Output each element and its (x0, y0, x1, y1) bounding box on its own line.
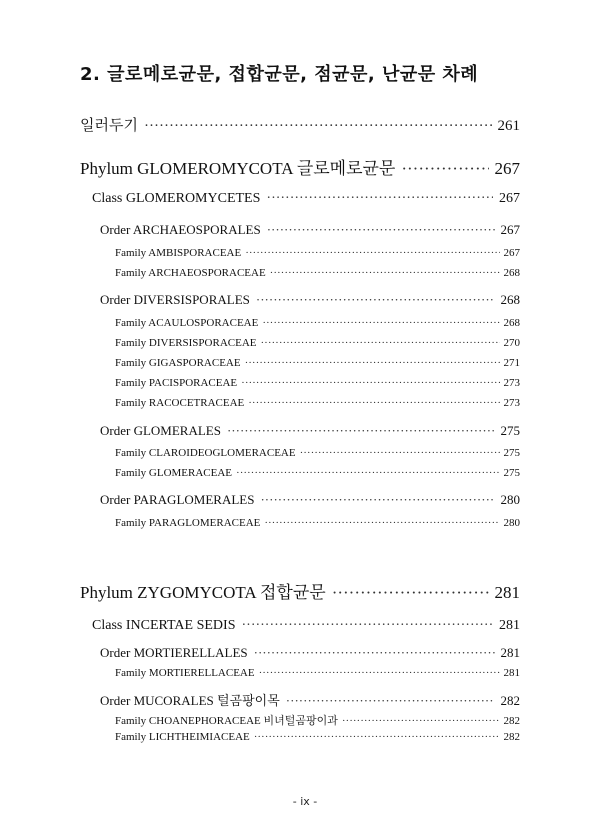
toc-entry-family[interactable] (115, 267, 520, 279)
toc-entry-family[interactable] (115, 667, 520, 679)
toc-entry-title: Order MORTIERELLALES (100, 645, 248, 660)
toc-entry-class[interactable] (92, 191, 520, 207)
toc-entry-page: 281 (494, 583, 520, 602)
dot-leader (248, 397, 499, 409)
toc-entry-order[interactable] (100, 492, 520, 508)
dot-leader (144, 118, 492, 135)
toc-entry-title: Order ARCHAEOSPORALES (100, 222, 261, 237)
toc-entry-page: 280 (503, 517, 520, 529)
toc-entry-title: Order MUCORALES 털곰팡이목 (100, 693, 280, 708)
toc-heading: 2. 글로메로균문, 접합균문, 점균문, 난균문 차례 (80, 64, 479, 85)
toc-entry-page: 267 (500, 222, 520, 237)
toc-entry-page: 273 (503, 377, 520, 389)
toc-entry-order[interactable] (100, 222, 520, 238)
toc-entry-title: Family MORTIERELLACEAE (115, 667, 255, 679)
dot-leader (264, 517, 499, 529)
toc-entry-page: 261 (497, 118, 520, 134)
toc-entry-page: 275 (503, 447, 520, 459)
toc-entry-title: Family PARAGLOMERACEAE (115, 517, 261, 529)
toc-entry-page: 275 (503, 467, 520, 479)
dot-leader (300, 447, 500, 459)
dot-leader (270, 267, 500, 279)
dot-leader (286, 693, 495, 709)
toc-entry-page: 282 (503, 731, 520, 743)
dot-leader (262, 317, 499, 329)
toc-entry-title: Phylum GLOMEROMYCOTA 글로메로균문 (80, 159, 396, 178)
toc-entry-title: Class GLOMEROMYCETES (92, 191, 261, 206)
toc-entry-intro[interactable] (80, 114, 520, 135)
toc-entry-page: 281 (499, 618, 520, 633)
dot-leader (266, 191, 493, 207)
toc-entry-title: Class INCERTAE SEDIS (92, 618, 236, 633)
dot-leader (241, 377, 499, 389)
page-number: - ix - (292, 795, 318, 808)
toc-entry-title: Family GLOMERACEAE (115, 467, 233, 479)
toc-entry-family[interactable] (115, 467, 520, 479)
toc-entry-family[interactable] (115, 317, 520, 329)
dot-leader (236, 467, 499, 479)
toc-entry-page: 267 (503, 247, 520, 259)
toc-entry-title: Order PARAGLOMERALES (100, 492, 255, 507)
toc-entry-family[interactable] (115, 377, 520, 389)
dot-leader (245, 357, 500, 369)
dot-leader (259, 667, 500, 679)
dot-leader (401, 159, 488, 179)
dot-leader (332, 583, 489, 603)
dot-leader (267, 222, 495, 238)
toc-entry-page: 273 (503, 397, 520, 409)
toc-entry-family[interactable] (115, 731, 520, 743)
dot-leader (254, 731, 500, 743)
toc-entry-family[interactable] (115, 357, 520, 369)
toc-entry-title: Family CHOANEPHORACEAE 비녀털곰팡이과 (115, 715, 338, 727)
toc-entry-phylum[interactable] (80, 578, 520, 603)
toc-entry-title: Order DIVERSISPORALES (100, 292, 250, 307)
toc-entry-family[interactable] (115, 247, 520, 259)
toc-entry-family[interactable] (115, 397, 520, 409)
dot-leader (260, 492, 494, 508)
toc-entry-family[interactable] (115, 712, 520, 728)
toc-entry-title: Family CLAROIDEOGLOMERACEAE (115, 447, 296, 459)
toc-entry-class[interactable] (92, 618, 520, 634)
toc-entry-page: 267 (499, 191, 520, 206)
toc-entry-family[interactable] (115, 447, 520, 459)
toc-entry-family[interactable] (115, 337, 520, 349)
toc-entry-title: Family DIVERSISPORACEAE (115, 337, 257, 349)
toc-entry-page: 282 (500, 693, 520, 708)
toc-entry-page: 282 (503, 715, 520, 727)
dot-leader (245, 247, 499, 259)
toc-entry-family[interactable] (115, 517, 520, 529)
toc-entry-order[interactable] (100, 292, 520, 308)
toc-entry-page: 268 (500, 292, 520, 307)
toc-entry-page: 280 (500, 492, 520, 507)
dot-leader (256, 292, 495, 308)
toc-entry-title: 일러두기 (80, 118, 138, 134)
toc-entry-title: Family PACISPORACEAE (115, 377, 238, 389)
dot-leader (254, 645, 495, 661)
toc-entry-title: Phylum ZYGOMYCOTA 접합균문 (80, 583, 326, 602)
dot-leader (242, 618, 494, 634)
toc-entry-page: 281 (500, 645, 520, 660)
toc-entry-title: Family AMBISPORACEAE (115, 247, 242, 259)
toc-entry-order[interactable] (100, 423, 520, 439)
toc-entry-phylum[interactable] (80, 154, 520, 179)
toc-entry-title: Family RACOCETRACEAE (115, 397, 245, 409)
toc-entry-order[interactable] (100, 645, 520, 661)
toc-entry-title: Order GLOMERALES (100, 423, 221, 438)
toc-entry-page: 281 (503, 667, 520, 679)
toc-entry-page: 267 (494, 159, 520, 178)
dot-leader (227, 423, 495, 439)
dot-leader (261, 337, 500, 349)
toc-entry-page: 271 (503, 357, 520, 369)
toc-entry-title: Family ACAULOSPORACEAE (115, 317, 259, 329)
toc-entry-page: 268 (503, 317, 520, 329)
toc-entry-page: 270 (503, 337, 520, 349)
toc-entry-page: 268 (503, 267, 520, 279)
dot-leader (342, 715, 500, 727)
toc-entry-title: Family LICHTHEIMIACEAE (115, 731, 250, 743)
toc-entry-order[interactable] (100, 690, 520, 709)
toc-entry-title: Family ARCHAEOSPORACEAE (115, 267, 266, 279)
toc-entry-page: 275 (500, 423, 520, 438)
toc-entry-title: Family GIGASPORACEAE (115, 357, 241, 369)
